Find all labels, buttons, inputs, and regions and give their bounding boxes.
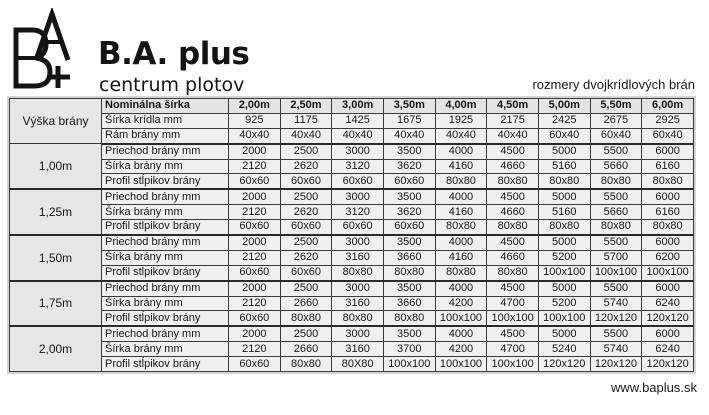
row-label: Šírka brány mm: [102, 296, 229, 311]
table-cell: 3160: [332, 342, 384, 357]
table-cell: 4200: [435, 342, 487, 357]
table-cell: 2120: [229, 342, 281, 357]
table-cell: 6160: [642, 205, 694, 220]
table-cell: 3120: [332, 205, 384, 220]
table-cell: 80x80: [383, 311, 435, 326]
ba-plus-logo-icon: [8, 8, 84, 90]
table-cell: 2660: [280, 296, 332, 311]
table-cell: 3660: [383, 250, 435, 265]
row-label: Priechod brány mm: [102, 326, 229, 341]
table-cell: 3000: [332, 326, 384, 341]
table-cell: 100x100: [538, 311, 590, 326]
table-cell: 60x60: [332, 174, 384, 189]
table-cell: 2500: [280, 189, 332, 204]
table-cell: 2620: [280, 205, 332, 220]
table-cell: 925: [229, 113, 281, 128]
table-cell: 80x80: [435, 174, 487, 189]
table-cell: 80x80: [487, 174, 539, 189]
table-cell: 3620: [383, 205, 435, 220]
table-cell: 5500: [590, 144, 642, 159]
table-row: [10, 235, 694, 250]
table-cell: 100x100: [487, 357, 539, 372]
table-cell: 5000: [538, 281, 590, 296]
table-cell: 3000: [332, 281, 384, 296]
table-cell: 4700: [487, 296, 539, 311]
table-cell: 2500: [280, 144, 332, 159]
table-cell: 60x60: [383, 174, 435, 189]
table-cell: 3000: [332, 235, 384, 250]
table-cell: 5160: [538, 159, 590, 174]
nominal-width-cell: 5,00m: [538, 99, 590, 114]
gate-height-cell: 1,50m: [10, 235, 102, 281]
table-cell: 3500: [383, 189, 435, 204]
brand-tagline: centrum plotov: [99, 74, 245, 96]
table-cell: 5000: [538, 326, 590, 341]
header-row: [10, 113, 694, 128]
table-cell: 60x60: [383, 220, 435, 235]
table-cell: 6000: [642, 281, 694, 296]
table-cell: 120x120: [538, 357, 590, 372]
table-row: [10, 265, 694, 280]
table-cell: 4000: [435, 189, 487, 204]
table-cell: 5240: [538, 342, 590, 357]
table-cell: 2620: [280, 159, 332, 174]
table-cell: 2620: [280, 250, 332, 265]
table-cell: 100x100: [435, 357, 487, 372]
table-cell: 80x80: [590, 174, 642, 189]
table-row: [10, 159, 694, 174]
table-cell: 1675: [383, 113, 435, 128]
row-label: Šírka krídla mm: [102, 113, 229, 128]
table-cell: 5740: [590, 296, 642, 311]
table-cell: 3160: [332, 250, 384, 265]
table-cell: 100x100: [435, 311, 487, 326]
document-caption: rozmery dvojkrídlových brán: [532, 77, 695, 92]
table-cell: 40x40: [332, 128, 384, 143]
table-row: [10, 174, 694, 189]
table-cell: 6240: [642, 296, 694, 311]
table-row: [10, 144, 694, 159]
table-cell: 2000: [229, 326, 281, 341]
brand-logo: [8, 8, 250, 96]
table-row: [10, 296, 694, 311]
table-cell: 40x40: [229, 128, 281, 143]
table-cell: 2000: [229, 144, 281, 159]
table-cell: 2120: [229, 205, 281, 220]
table-cell: 60x40: [538, 128, 590, 143]
table-cell: 120x120: [642, 357, 694, 372]
table-cell: 2120: [229, 250, 281, 265]
table-cell: 6000: [642, 235, 694, 250]
table-cell: 100x100: [538, 265, 590, 280]
table-cell: 60x60: [332, 220, 384, 235]
table-cell: 4200: [435, 296, 487, 311]
table-cell: 80x80: [487, 265, 539, 280]
table-cell: 80x80: [332, 311, 384, 326]
table-cell: 5740: [590, 342, 642, 357]
gate-height-cell: 2,00m: [10, 326, 102, 371]
row-label: Profil stĺpikov brány: [102, 311, 229, 326]
table-cell: 100x100: [487, 311, 539, 326]
nominal-width-cell: 4,50m: [487, 99, 539, 114]
table-cell: 1425: [332, 113, 384, 128]
table-cell: 5660: [590, 159, 642, 174]
table-cell: 3500: [383, 326, 435, 341]
nominal-width-cell: 4,00m: [435, 99, 487, 114]
nominal-width-cell: 3,50m: [383, 99, 435, 114]
table-cell: 3700: [383, 342, 435, 357]
table-cell: 6000: [642, 144, 694, 159]
table-cell: 4500: [487, 235, 539, 250]
header-row-widths: [10, 99, 694, 114]
table-cell: 60x60: [229, 220, 281, 235]
table-cell: 3000: [332, 144, 384, 159]
gate-dimensions-table-frame: [7, 96, 696, 374]
row-label: Profil stĺpikov brány: [102, 357, 229, 372]
table-cell: 60x60: [229, 174, 281, 189]
table-row: [10, 250, 694, 265]
table-cell: 120x120: [590, 357, 642, 372]
table-cell: 4500: [487, 326, 539, 341]
corner-label: Výška brány: [10, 99, 102, 144]
table-cell: 3620: [383, 159, 435, 174]
row-label: Rám brány mm: [102, 128, 229, 143]
table-cell: 80x80: [435, 220, 487, 235]
table-cell: 3160: [332, 296, 384, 311]
table-cell: 80x80: [383, 265, 435, 280]
table-cell: 3500: [383, 235, 435, 250]
table-cell: 40x40: [487, 128, 539, 143]
row-label: Priechod brány mm: [102, 281, 229, 296]
table-cell: 3660: [383, 296, 435, 311]
table-cell: 1925: [435, 113, 487, 128]
table-row: [10, 281, 694, 296]
row-label: Šírka brány mm: [102, 159, 229, 174]
brand-name: B.A. plus: [98, 36, 250, 72]
row-label: Profil stĺpikov brány: [102, 174, 229, 189]
table-cell: 4500: [487, 189, 539, 204]
table-cell: 100x100: [383, 357, 435, 372]
row-label: Priechod brány mm: [102, 235, 229, 250]
table-cell: 5000: [538, 235, 590, 250]
table-cell: 4660: [487, 250, 539, 265]
table-cell: 80x80: [332, 265, 384, 280]
table-cell: 2425: [538, 113, 590, 128]
table-cell: 2000: [229, 235, 281, 250]
table-cell: 4500: [487, 281, 539, 296]
table-cell: 5200: [538, 250, 590, 265]
table-cell: 3120: [332, 159, 384, 174]
table-cell: 2500: [280, 326, 332, 341]
table-cell: 100x100: [590, 265, 642, 280]
table-cell: 5500: [590, 326, 642, 341]
gate-height-cell: 1,00m: [10, 144, 102, 190]
table-cell: 2120: [229, 296, 281, 311]
nominal-width-cell: 3,00m: [332, 99, 384, 114]
table-cell: 2675: [590, 113, 642, 128]
table-cell: 3500: [383, 144, 435, 159]
table-cell: 40x40: [383, 128, 435, 143]
table-cell: 2175: [487, 113, 539, 128]
table-cell: 6000: [642, 189, 694, 204]
table-cell: 80x80: [538, 174, 590, 189]
table-cell: 60x60: [280, 265, 332, 280]
row-label: Profil stĺpikov brány: [102, 220, 229, 235]
table-cell: 80x80: [280, 311, 332, 326]
table-cell: 5660: [590, 205, 642, 220]
table-cell: 60x40: [590, 128, 642, 143]
table-cell: 4700: [487, 342, 539, 357]
gate-height-cell: 1,75m: [10, 281, 102, 327]
table-cell: 80x80: [642, 174, 694, 189]
website-url: www.baplus.sk: [611, 380, 697, 395]
table-cell: 5200: [538, 296, 590, 311]
table-cell: 60x60: [280, 220, 332, 235]
nominal-width-cell: 2,00m: [229, 99, 281, 114]
row-label: Priechod brány mm: [102, 189, 229, 204]
table-cell: 4000: [435, 235, 487, 250]
table-body: [10, 99, 694, 372]
table-cell: 4000: [435, 144, 487, 159]
table-cell: 120x120: [590, 311, 642, 326]
table-cell: 2000: [229, 189, 281, 204]
table-cell: 80x80: [487, 220, 539, 235]
table-cell: 60x40: [642, 128, 694, 143]
table-cell: 4500: [487, 144, 539, 159]
table-cell: 5700: [590, 250, 642, 265]
table-cell: 5160: [538, 205, 590, 220]
table-cell: 6200: [642, 250, 694, 265]
header-row: [10, 128, 694, 143]
table-cell: 4660: [487, 159, 539, 174]
table-cell: 5000: [538, 189, 590, 204]
table-cell: 80x80: [590, 220, 642, 235]
header-label: Nominálna šírka: [102, 99, 229, 114]
table-cell: 2000: [229, 281, 281, 296]
table-cell: 5500: [590, 235, 642, 250]
table-cell: 2925: [642, 113, 694, 128]
table-cell: 5500: [590, 281, 642, 296]
table-cell: 4160: [435, 250, 487, 265]
table-cell: 80X80: [332, 357, 384, 372]
table-cell: 60x60: [229, 357, 281, 372]
nominal-width-cell: 5,50m: [590, 99, 642, 114]
table-row: [10, 189, 694, 204]
table-cell: 40x40: [435, 128, 487, 143]
table-cell: 2660: [280, 342, 332, 357]
row-label: Priechod brány mm: [102, 144, 229, 159]
table-cell: 6160: [642, 159, 694, 174]
table-cell: 120x120: [642, 311, 694, 326]
table-cell: 60x60: [229, 311, 281, 326]
table-cell: 60x60: [229, 265, 281, 280]
table-cell: 6240: [642, 342, 694, 357]
table-cell: 1175: [280, 113, 332, 128]
table-cell: 2500: [280, 281, 332, 296]
nominal-width-cell: 6,00m: [642, 99, 694, 114]
row-label: Šírka brány mm: [102, 342, 229, 357]
table-cell: 4160: [435, 159, 487, 174]
table-row: [10, 205, 694, 220]
table-cell: 80x80: [435, 265, 487, 280]
row-label: Šírka brány mm: [102, 205, 229, 220]
table-cell: 2500: [280, 235, 332, 250]
table-cell: 2120: [229, 159, 281, 174]
table-cell: 80x80: [642, 220, 694, 235]
table-cell: 4160: [435, 205, 487, 220]
row-label: Profil stĺpikov brány: [102, 265, 229, 280]
table-cell: 5500: [590, 189, 642, 204]
table-cell: 4660: [487, 205, 539, 220]
nominal-width-cell: 2,50m: [280, 99, 332, 114]
table-cell: 4000: [435, 326, 487, 341]
row-label: Šírka brány mm: [102, 250, 229, 265]
table-row: [10, 326, 694, 341]
table-cell: 3000: [332, 189, 384, 204]
table-row: [10, 342, 694, 357]
table-cell: 40x40: [280, 128, 332, 143]
table-cell: 6000: [642, 326, 694, 341]
table-cell: 5000: [538, 144, 590, 159]
gate-dimensions-table: [9, 98, 694, 372]
gate-height-cell: 1,25m: [10, 189, 102, 235]
table-cell: 4000: [435, 281, 487, 296]
table-cell: 80x80: [280, 357, 332, 372]
table-row: [10, 357, 694, 372]
table-row: [10, 220, 694, 235]
table-cell: 60x60: [280, 174, 332, 189]
table-row: [10, 311, 694, 326]
table-cell: 100x100: [642, 265, 694, 280]
table-cell: 3500: [383, 281, 435, 296]
table-cell: 80x80: [538, 220, 590, 235]
